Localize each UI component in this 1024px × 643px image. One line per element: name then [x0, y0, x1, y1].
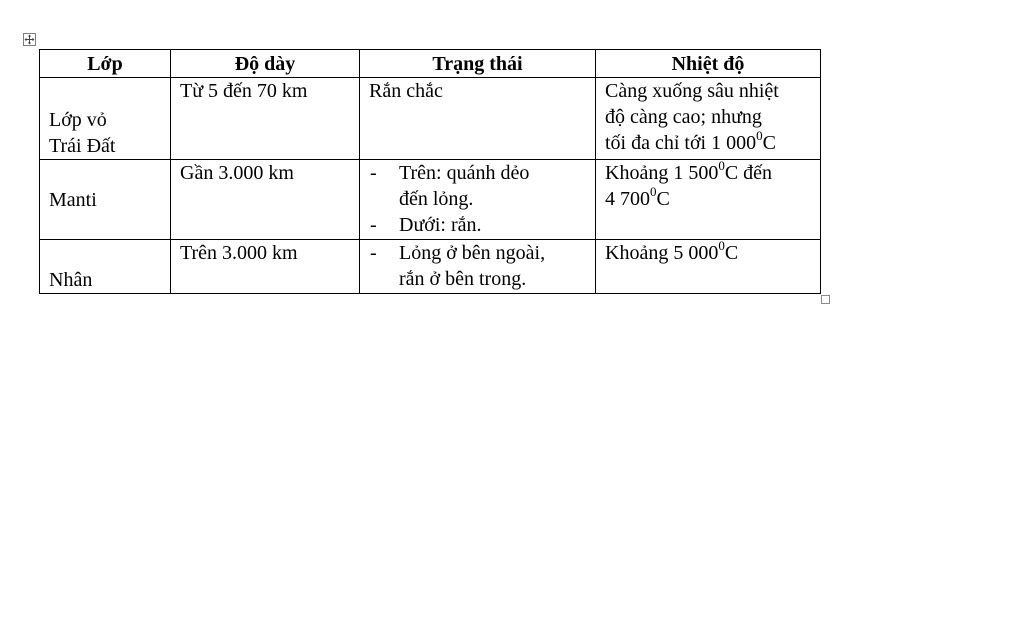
- state-text: Rắn chắc: [369, 80, 443, 102]
- bullet-line: Lỏng ở bên ngoài,: [399, 242, 546, 264]
- temperature-value: Khoảng 1 500: [605, 162, 719, 184]
- bullet-text: [399, 212, 586, 238]
- cell-temperature-mantle[interactable]: [596, 160, 821, 240]
- temperature-line: [605, 130, 811, 156]
- earth-layers-table: [39, 49, 821, 294]
- temperature-unit: C: [724, 242, 739, 264]
- table-row-core: [40, 240, 821, 294]
- bullet-line: rắn ở bên trong.: [399, 268, 527, 290]
- header-layer: Lớp: [40, 50, 171, 78]
- table-row-mantle: [40, 160, 821, 240]
- header-thickness: Độ dày: [171, 50, 360, 78]
- thickness-text: Từ 5 đến 70 km: [180, 80, 308, 102]
- bullet-dash: -: [370, 162, 377, 184]
- degree-superscript: 0: [756, 128, 763, 144]
- bullet-dash: -: [370, 242, 377, 264]
- layer-line: Lớp vỏ: [49, 109, 107, 131]
- state-bullet-item: [369, 240, 586, 292]
- resize-square-icon[interactable]: [821, 295, 830, 304]
- degree-superscript: 0: [650, 184, 657, 200]
- bullet-line: Dưới: rắn.: [399, 214, 482, 236]
- cell-thickness-crust[interactable]: [171, 78, 360, 160]
- state-bullet-item: [369, 160, 586, 212]
- layer-line: Nhân: [49, 269, 93, 291]
- temperature-line: Càng xuống sâu nhiệt: [605, 80, 779, 102]
- layer-line: Trái Đất: [49, 135, 116, 157]
- temperature-line: [605, 186, 811, 212]
- temperature-value: tối đa chỉ tới 1 000: [605, 132, 757, 154]
- cell-temperature-crust[interactable]: [596, 78, 821, 160]
- temperature-line: [605, 240, 811, 266]
- thickness-text: Gần 3.000 km: [180, 162, 294, 184]
- cell-thickness-mantle[interactable]: [171, 160, 360, 240]
- temperature-line: [605, 160, 811, 186]
- cell-state-crust[interactable]: [360, 78, 596, 160]
- header-temperature: Nhiệt độ: [596, 50, 821, 78]
- temperature-line: độ càng cao; nhưng: [605, 106, 762, 128]
- temperature-unit: C: [656, 188, 670, 210]
- bullet-line: Trên: quánh dẻo: [399, 162, 530, 184]
- table-header-row: [40, 50, 821, 78]
- degree-superscript: 0: [718, 238, 725, 254]
- move-arrows-icon: [24, 34, 35, 45]
- temperature-value: Khoảng 5 000: [605, 242, 719, 264]
- temperature-unit: C đến: [724, 162, 773, 184]
- cell-layer-mantle[interactable]: [40, 160, 171, 240]
- layer-line: Manti: [49, 188, 97, 211]
- temperature-value: 4 700: [605, 188, 650, 210]
- cell-state-mantle[interactable]: [360, 160, 596, 240]
- degree-superscript: 0: [718, 158, 725, 174]
- cell-thickness-core[interactable]: [171, 240, 360, 294]
- state-bullet-item: [369, 212, 586, 238]
- header-state: Trạng thái: [360, 50, 596, 78]
- temperature-unit: C: [762, 132, 776, 154]
- thickness-text: Trên 3.000 km: [180, 242, 298, 264]
- bullet-text: [399, 160, 586, 212]
- table-move-handle-icon[interactable]: [23, 33, 36, 46]
- cell-layer-core[interactable]: [40, 240, 171, 294]
- bullet-line: đến lỏng.: [399, 188, 474, 210]
- cell-state-core[interactable]: [360, 240, 596, 294]
- cell-layer-crust[interactable]: [40, 78, 171, 160]
- table-row-crust: [40, 78, 821, 160]
- bullet-text: [399, 240, 586, 292]
- bullet-dash: -: [370, 214, 377, 236]
- cell-temperature-core[interactable]: [596, 240, 821, 294]
